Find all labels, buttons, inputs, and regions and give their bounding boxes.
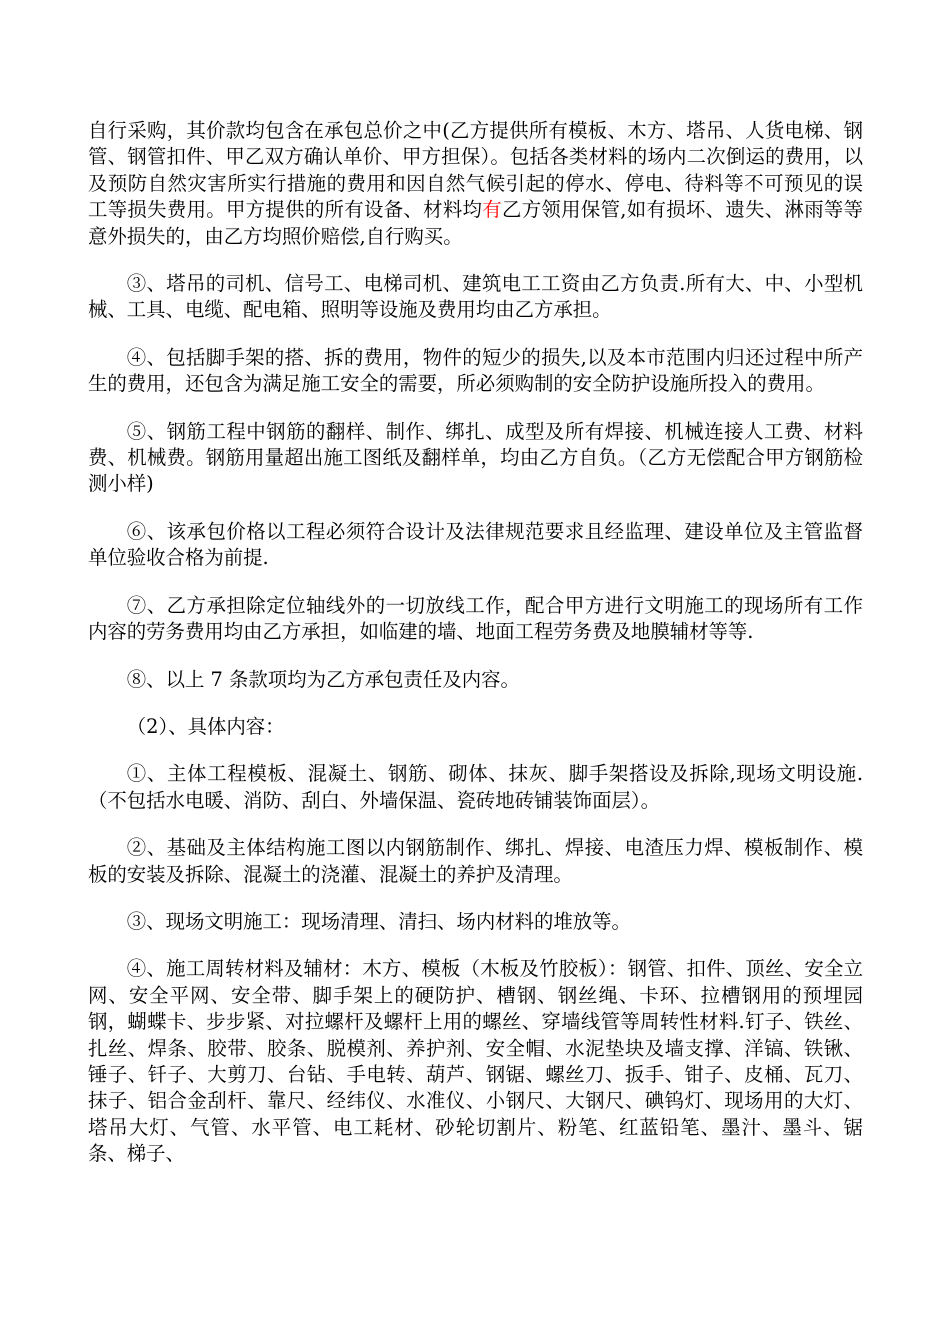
paragraph-materials-procurement: [88, 118, 863, 250]
paragraph-item-8-summary: ⑧、以上 7 条款项均为乙方承包责任及内容。: [126, 667, 520, 691]
paragraph-item-3-crane: ③、塔吊的司机、信号工、电梯司机、建筑电工工资由乙方负责.所有大、中、小型机械、工具、电缆、配电箱、照明等设施及费用均由乙方承担。: [88, 272, 863, 322]
paragraph-item-4-scaffold: ④、包括脚手架的搭、拆的费用，物件的短少的损失,以及本市范围内归还过程中所产生的费用，还包含为满足施工安全的需要，所必须购制的安全防护设施所投入的费用。: [88, 345, 863, 396]
document-body: [88, 118, 863, 1189]
paragraph-content-1: ①、主体工程模板、混凝土、钢筋、砌体、抹灰、脚手架搭设及拆除,现场文明设施.（不包括水电暖、消防、刮白、外墙保温、瓷砖地砖铺装饰面层）。: [88, 762, 863, 812]
paragraph-content-4: ④、施工周转材料及辅材：木方、模板（木板及竹胶板）：钢管、扣件、顶丝、安全立网、安全平网、安全带、脚手架上的硬防护、槽钢、钢丝绳、卡环、拉槽钢用的预埋园钢，蝴蝶卡、步步紧、对拉螺杆及螺杆上用的螺丝、穿墙线管等周转性材料.钉子、铁丝、扎丝、焊条、胶带、胶条、脱模剂、养护剂、安全帽、水泥垫块及墙支撑、洋镐、铁锹、锤子、钎子、大剪刀、台钻、手电转、葫芦、钢锯、螺丝刀、扳手、钳子、皮桶、瓦刀、抹子、铝合金刮杆、靠尺、经纬仪、水准仪、小钢尺、大钢尺、碘钨灯、现场用的大灯、塔吊大灯、气管、水平管、电工耗材、砂轮切割片、粉笔、红蓝铅笔、墨汁、墨斗、锯条、梯子、: [88, 957, 863, 1166]
paragraph-text: 自行采购，其价款均包含在承包总价之中(乙方提供所有模板、木方、塔吊、人货电梯、钢管、钢管扣件、甲乙双方确认单价、甲方担保）。包括各类材料的场内二次倒运的费用，以及预防自然灾害所实行措施的费用和因自然气候引起的停水、停电、待料等不可预见的误工等损失费用。甲方提供的所有设备、材料均: [88, 119, 863, 222]
paragraph-item-5-rebar: ⑤、钢筋工程中钢筋的翻样、制作、绑扎、成型及所有焊接、机械连接人工费、材料费、机械费。钢筋用量超出施工图纸及翻样单，均由乙方自负。（乙方无偿配合甲方钢筋检测小样): [88, 419, 863, 496]
section-heading-specific-content: （2）、具体内容：: [126, 714, 285, 738]
paragraph-item-6-price: ⑥、该承包价格以工程必须符合设计及法律规范要求且经监理、建设单位及主管监督单位验收合格为前提.: [88, 519, 863, 570]
paragraph-content-3: ③、现场文明施工：现场清理、清扫、场内材料的堆放等。: [126, 909, 631, 933]
paragraph-content-2: ②、基础及主体结构施工图以内钢筋制作、绑扎、焊接、电渣压力焊、模板制作、模板的安装及拆除、混凝土的浇灌、混凝土的养护及清理。: [88, 836, 863, 886]
paragraph-text: 乙方领用保管,如有损坏、遗失、淋雨等等意外损失的，由乙方均照价赔偿,自行购买。: [88, 198, 864, 248]
paragraph-item-7-layout: ⑦、乙方承担除定位轴线外的一切放线工作，配合甲方进行文明施工的现场所有工作内容的劳务费用均由乙方承担，如临建的墙、地面工程劳务费及地膜辅材等等.: [88, 593, 863, 644]
highlighted-word: 有: [482, 198, 502, 222]
